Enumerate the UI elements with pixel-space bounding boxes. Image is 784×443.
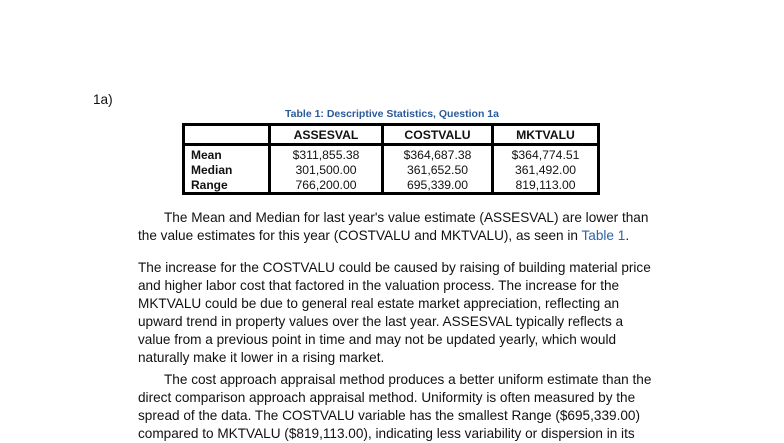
- table-cell: 695,339.00: [407, 178, 468, 192]
- paragraph-line: value from a previous point in time and may not be updated yearly, which would: [138, 332, 617, 347]
- paragraph-line: [138, 227, 629, 245]
- table-cell: $364,687.38: [403, 148, 472, 162]
- table-cell: $364,774.51: [511, 148, 580, 162]
- paragraph-line: spread of the data. The COSTVALU variable has the smallest Range ($695,339.00): [138, 408, 640, 423]
- paragraph-line: The Mean and Median for last year's value estimate (ASSESVAL) are lower than: [164, 210, 649, 225]
- column-header: COSTVALU: [404, 128, 471, 142]
- column-header: MKTVALU: [516, 128, 575, 142]
- paragraph-line: The increase for the COSTVALU could be caused by raising of building material price: [138, 260, 651, 275]
- table-cell: 301,500.00: [295, 163, 357, 177]
- table-cell: 361,492.00: [515, 163, 576, 177]
- paragraph-line: The cost approach appraisal method produces a better uniform estimate than the: [164, 372, 652, 387]
- table-caption: Table 1: Descriptive Statistics, Question 1a: [285, 108, 499, 120]
- row-labels: [191, 148, 232, 193]
- table-1-link[interactable]: Table 1: [581, 228, 626, 243]
- paragraph-line: naturally make it lower in a rising market.: [138, 350, 385, 365]
- paragraph-line: MKTVALU could be due to general real estate market appreciation, reflecting an: [138, 296, 620, 311]
- table-cell: $311,855.38: [292, 148, 360, 162]
- text: .: [625, 228, 630, 243]
- text: the value estimates for this year (COSTVALU and MKTVALU), as seen in: [138, 228, 582, 243]
- costvalu-values: [384, 148, 491, 193]
- row-label: Mean: [191, 148, 222, 162]
- paragraph-line: upward trend in property values over the last year. ASSESVAL typically reflects a: [138, 314, 624, 329]
- descriptive-stats-table: [182, 123, 600, 195]
- paragraph-line: compared to MKTVALU ($819,113.00), indicating less variability or dispersion in its: [138, 426, 635, 441]
- paragraph-line: direct comparison approach appraisal method. Uniformity is often measured by the: [138, 390, 636, 405]
- assesval-values: [271, 148, 381, 193]
- mktvalu-values: [494, 148, 597, 193]
- table-cell: 819,113.00: [515, 178, 576, 192]
- column-header: ASSESVAL: [293, 128, 359, 142]
- question-label: 1a): [93, 92, 113, 107]
- table-cell: 766,200.00: [295, 178, 357, 192]
- table-cell: 361,652.50: [407, 163, 468, 177]
- row-label: Range: [191, 178, 228, 192]
- paragraph-line: and higher labor cost that factored in the valuation process. The increase for the: [138, 278, 620, 293]
- row-label: Median: [191, 163, 233, 177]
